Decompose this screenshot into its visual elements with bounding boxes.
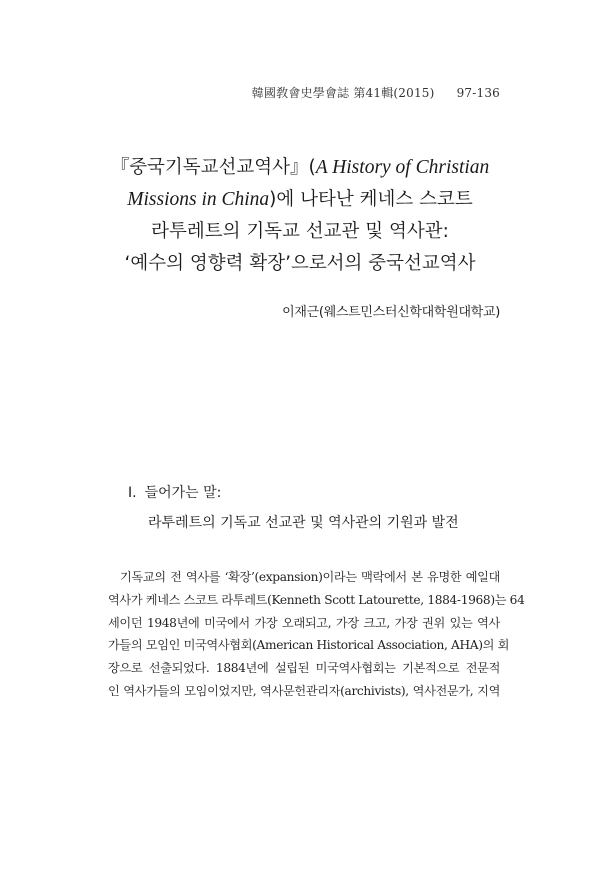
- body-line: 가들의 모임인 미국역사협회(American Historical Association, AHA)의 회: [108, 638, 510, 653]
- section-subheading: 라투레트의 기독교 선교관 및 역사관의 기원과 발전: [148, 515, 459, 531]
- journal-name: 韓國敎會史學會誌: [251, 86, 350, 100]
- body-line: 인 역사가들의 모임이었지만, 역사문헌관리자(archivists), 역사전문가, 지역: [108, 683, 500, 698]
- section-heading: [128, 482, 221, 502]
- body-line: 장으로 선출되었다. 1884년에 설립된 미국역사협회는 기본적으로 전문적: [108, 661, 500, 676]
- journal-volume: 第41輯(2015): [353, 86, 435, 100]
- title-line-2: [60, 184, 540, 216]
- title-line-3: 라투레트의 기독교 선교관 및 역사관:: [151, 221, 449, 242]
- title-line-2-korean: )에 나타난 케네스 스코트: [269, 189, 473, 210]
- body-line: 세이던 1948년에 미국에서 가장 오래되고, 가장 크고, 가장 권위 있는 역사: [108, 615, 500, 630]
- title-line-4: ‘예수의 영향력 확장’으로서의 중국선교역사: [124, 253, 476, 274]
- body-line: 기독교의 전 역사를 ‘확장’(expansion)이라는 맥락에서 본 유명한 예일대: [120, 570, 500, 584]
- body-line: 역사가 케네스 스코트 라투레트(Kenneth Scott Latourette, 1884-1968)는 64: [108, 592, 525, 607]
- section-heading-text: 들어가는 말:: [144, 485, 222, 501]
- article-title: [60, 152, 540, 280]
- page-range: 97-136: [456, 86, 500, 100]
- running-header: [252, 84, 500, 101]
- title-line-1-english: A History of Christian: [315, 157, 490, 178]
- section-number: Ⅰ.: [128, 485, 137, 501]
- title-line-1: [60, 152, 540, 184]
- title-line-2-english: Missions in China: [127, 189, 270, 210]
- title-line-1-korean: 『중국기독교선교역사』(: [110, 157, 316, 178]
- body-paragraph: [108, 566, 525, 703]
- author-affiliation: 이재근(웨스트민스터신학대학원대학교): [282, 305, 500, 320]
